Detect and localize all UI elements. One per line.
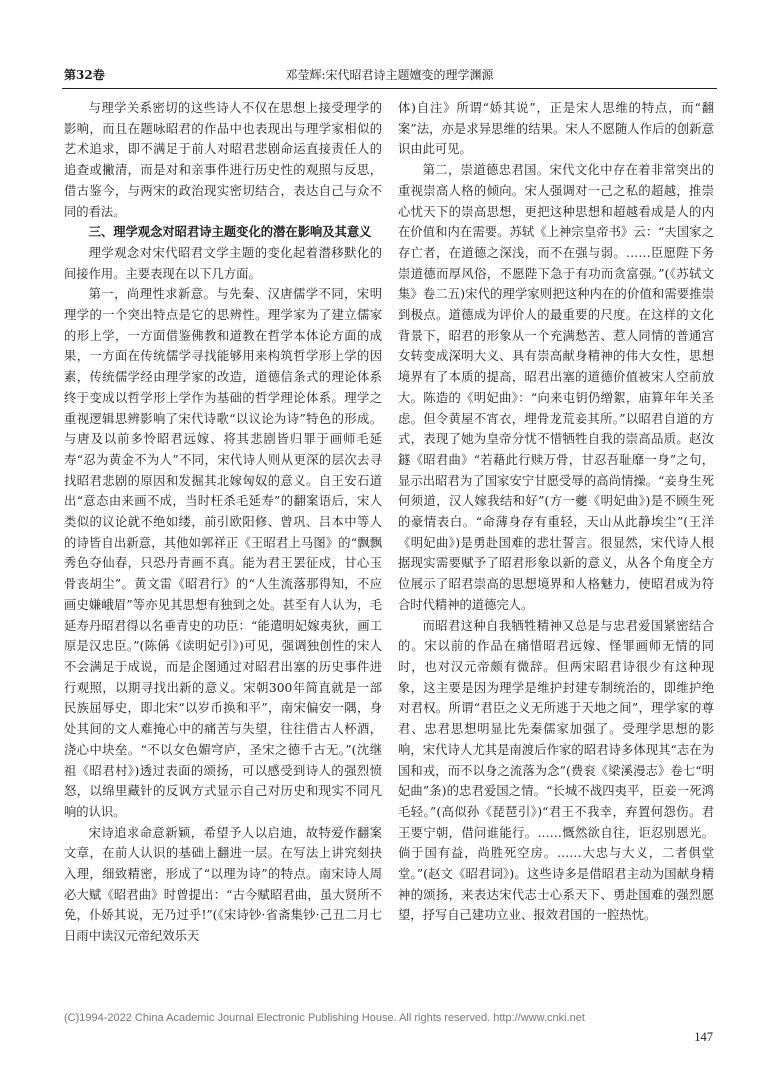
left-column: [64, 98, 382, 947]
volume-label: 第32卷: [64, 68, 105, 82]
paragraph: 宋诗追求命意新颖，希望予人以启迪，故特爱作翻案文章，在前人认识的基础上翻进一层。在写法上讲究刻抉入理，细致精密，形成了“以理为诗”的特点。南宋诗人周必大赋《昭君曲》时曾提出：“古今赋昭君曲，虽大贤所不免，仆娇其说，无乃过乎!”(《宋诗钞·省斋集钞·己丑二月七日雨中读汉元帝纪效乐天: [64, 825, 382, 944]
running-title: 邓莹辉:宋代昭君诗主题嬗变的理学渊源: [285, 68, 494, 82]
section-heading: 三、理学观念对昭君诗主题变化的潜在影响及其意义: [88, 224, 372, 240]
paragraph: 理学观念对宋代昭君文学主题的变化起着潜移默化的间接作用。主要表现在以下几方面。: [64, 245, 382, 281]
paragraph-continued: 体)自注》所谓“娇其说”，正是宋人思维的特点，而“翻案”法，亦是求异思维的结果。宋人不愿随人作后的创新意识由此可见。: [398, 101, 714, 157]
right-column: [398, 98, 714, 926]
paragraph: 与理学关系密切的这些诗人不仅在思想上接受理学的影响，而且在题咏昭君的作品中也表现出与理学家相似的艺术追求，即不满足于前人对昭君悲剧命运直接责任人的追查或撇清，而是对和亲事件进行历史性的观照与反思，借古鉴今，与两宋的政治现实密切结合，表达自己与众不同的看法。: [64, 101, 382, 219]
paragraph: 第一，尚理性求新意。与先秦、汉唐儒学不同，宋明理学的一个突出特点是它的思辨性。理学家为了建立儒家的形上学，一方面借鉴佛教和道教在哲学本体论方面的成果，一方面在传统儒学寻找能够用来构筑哲学形上学的因素，传统儒学经由理学家的改造，道德信条式的理论体系终于变成以哲学形上学作为基础的哲学理论体系。理学之重视逻辑思辨影响了宋代诗歌“以议论为诗”特色的形成。与唐及以前多怜昭君远嫁、将其悲剧皆归罪于画师毛延寿“忍为黄金不为人”不同，宋代诗人则从更深的层次去寻找昭君悲剧的原因和发掘其北嫁匈奴的意义。自王安石道出“意态由来画不成，当时枉杀毛延寿”的翻案语后，宋人类似的议论就不绝如缕，前引欧阳修、曾巩、吕本中等人的诗皆自出新意，其他如郭祥正《王昭君上马图》的“飘飘秀色夺仙春，只恐丹青画不真。能为君王罢征戍，甘心玉骨丧胡尘”。黄文雷《昭君行》的“人生流落那得知，不应画史嫌峨眉”等亦见其思想有独到之处。甚至有人认为，毛延寿丹昭君得以名垂青史的功臣：“能遣明妃嫁夷狄，画工原是汉忠臣。”(陈偁《读明妃引》)可见，强调独创性的宋人不会满足于成说，而是企图通过对昭君出塞的历史事件进行观照，以期寻找出新的意义。宋朝300年简直就是一部民族屈辱史，即北宋“以岁币换和平”，南宋偏安一隅，身处其间的文人难掩心中的痛苦与失望，往往借古人杯酒，浇心中块垒。“不以女色媚穹庐，圣宋之德千古无。”(沈继祖《昭君村》)透过表面的颂扬，可以感受到诗人的强烈愤怒，以绵里藏针的反讽方式显示自己对历史和现实不同凡响的认识。: [64, 287, 382, 819]
paragraph: 第二，崇道德忠君国。宋代文化中存在着非常突出的重视崇高人格的倾向。宋人强调对一己之私的超越，推崇心忧天下的崇高思想，更把这种思想和超越看成是人的内在价值和内在需要。苏轼《上神宗皇帝书》云：“夫国家之存亡者，在道德之深浅，而不在强与弱。……臣愿陛下务崇道德而厚风俗，不愿陛下急于有功而贪富强。”(《苏轼文集》卷二五)宋代的理学家则把这种内在的价值和需要推崇到极点。道德成为评价人的最重要的尺度。在这样的文化背景下，昭君的形象从一个充满愁苦、惹人同情的普通宫女转变成深明大义、具有崇高献身精神的伟大女性，思想境界有了本质的提高，昭君出塞的道德价值被宋人空前放大。陈造的《明妃曲》：“向来屯钥仍缯絮，庙算年年关圣虑。但令黄屋不宵衣，埋骨龙荒妾其所。”以昭君自道的方式，表现了她为皇帝分忧不惜牺牲自我的崇高品质。赵汝鐩《昭君曲》“若藉此行赎万骨，甘忍吾耻靡一身”之句，显示出昭君为了国家安宁甘愿受辱的高尚情操。“妾身生死何须道，汉人嫁我结和好”(方一夔《明妃曲》)是不顾生死的豪情表白。“命薄身存有重轻，天山从此静埃尘”(王洋《明妃曲》)是勇赴国难的悲壮誓言。很显然，宋代诗人根据现实需要赋予了昭君形象以新的意义，从各个角度全方位展示了昭君崇高的思想境界和人格魅力，使昭君成为符合时代精神的道德完人。: [398, 163, 714, 612]
page-number: 147: [694, 1030, 713, 1044]
running-header: [62, 66, 717, 89]
copyright-notice: (C)1994-2022 China Academic Journal Electronic Publishing House. All rights reserved. http://www.cnki.net: [64, 1012, 585, 1024]
paragraph: 而昭君这种自我牺牲精神又总是与忠君爱国紧密结合的。宋以前的作品在痛惜昭君远嫁、怪罪画师无情的同时，也对汉元帝颇有微辞。但两宋昭君诗很少有这种现象，这主要是因为理学是维护封建专制统治的，即维护绝对君权。所谓“君臣之义无所逃于天地之间”，理学家的尊君、忠君思想明显比先秦儒家加强了。受理学思想的影响，宋代诗人尤其是南渡后作家的昭君诗多体现其“志在为国和戎，而不以身之流落为念”(费衮《梁溪漫志》卷七“明妃曲”条)的忠君爱国之情。“长城不战四夷平，臣妾一死鸿毛轻。”(高似孙《琵琶引》)“君王不我幸，弃置何怨伤。君王要宁朝，借问谁能行。……慨然欲自往，讵忍别恩光。倘于国有益，尚胜死空房。……大忠与大义，二者俱堂堂。”(赵文《昭君词》)。这些诗多是借昭君主动为国献身精神的颂扬，来表达宋代志士心系天下、勇赴国难的强烈愿望，抒写自己建功立业、报效君国的一腔热忱。: [398, 618, 714, 923]
